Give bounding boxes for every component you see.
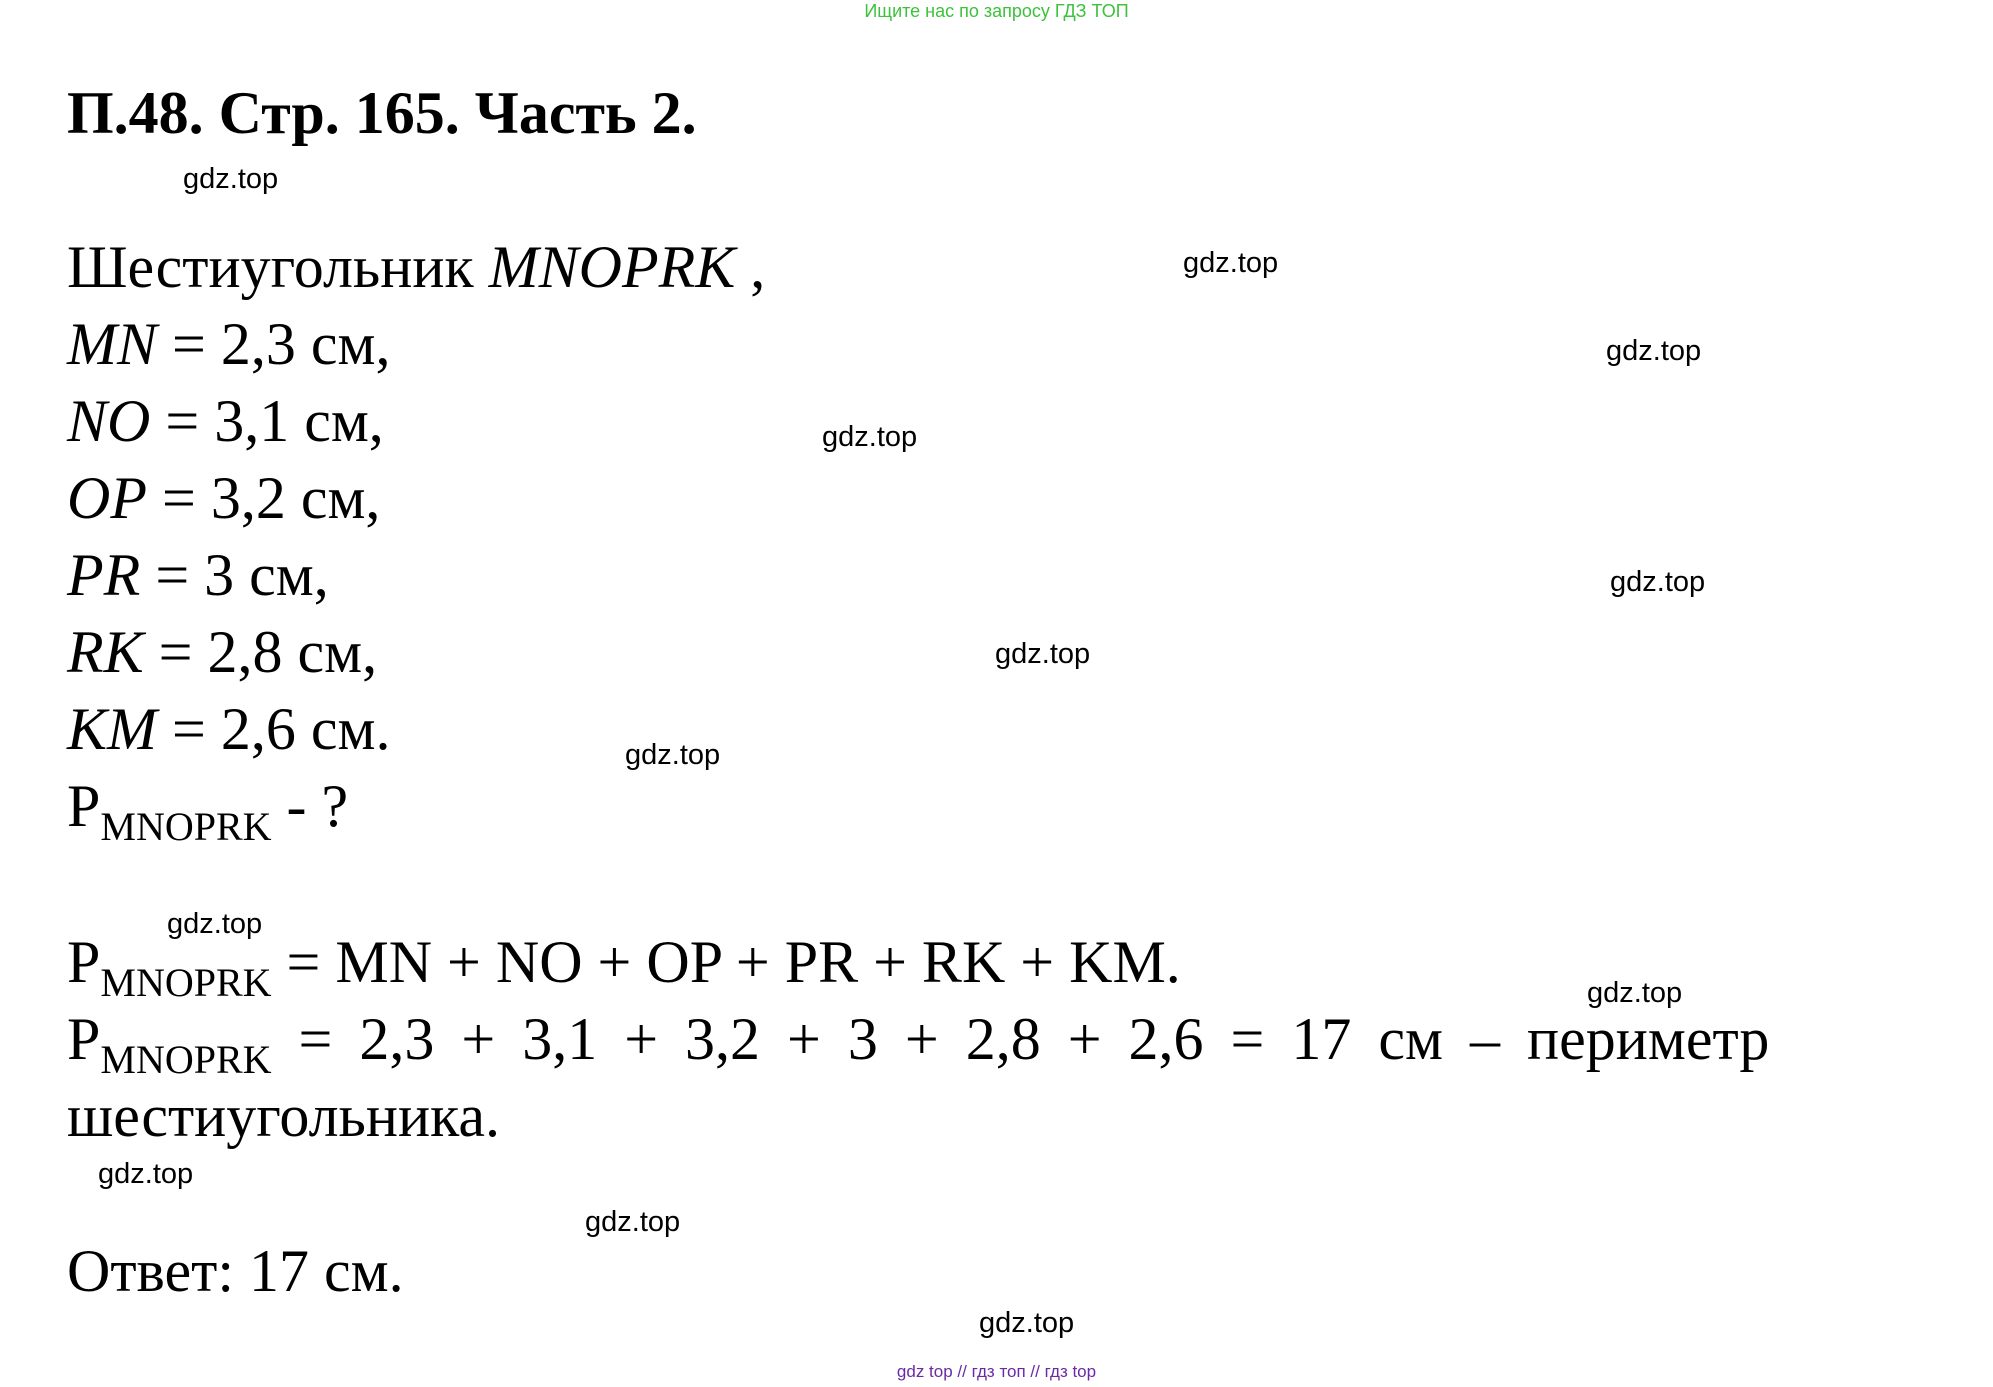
- side-name: OP: [67, 465, 147, 531]
- watermark: gdz.top: [822, 421, 918, 453]
- calculation-text: = 2,3 + 3,1 + 3,2 + 3 + 2,8 + 2,6 = 17 см – периметр: [271, 1006, 1770, 1072]
- perimeter-symbol: P: [67, 773, 101, 839]
- watermark: gdz.top: [979, 1307, 1075, 1339]
- given-intro: [67, 232, 765, 302]
- side-value: = 3,1 см,: [150, 388, 384, 454]
- perimeter-subscript: MNOPRK: [100, 1037, 272, 1082]
- side-value: = 2,6 см.: [157, 696, 391, 762]
- side-name: PR: [67, 542, 141, 608]
- side-no: [67, 386, 384, 456]
- side-name: KM: [67, 696, 157, 762]
- side-name: RK: [67, 619, 144, 685]
- side-name: NO: [67, 388, 151, 454]
- side-mn: [67, 309, 390, 379]
- watermark: gdz.top: [183, 163, 279, 195]
- side-name: MN: [67, 311, 157, 377]
- side-value: = 2,3 см,: [157, 311, 391, 377]
- question-line: [67, 771, 348, 862]
- watermark: gdz.top: [167, 908, 263, 940]
- perimeter-symbol: P: [67, 929, 101, 995]
- watermark: gdz.top: [585, 1206, 681, 1238]
- side-km: [67, 694, 390, 764]
- formula-text: = MN + NO + OP + PR + RK + KM.: [271, 929, 1181, 995]
- side-op: [67, 463, 380, 533]
- intro-prefix: Шестиугольник: [67, 234, 489, 300]
- watermark: gdz.top: [1606, 335, 1702, 367]
- answer-line: Ответ: 17 см.: [67, 1238, 404, 1304]
- perimeter-symbol: P: [67, 1006, 101, 1072]
- watermark: gdz.top: [1183, 247, 1279, 279]
- perimeter-subscript: MNOPRK: [100, 960, 272, 1005]
- page-title: П.48. Стр. 165. Часть 2.: [67, 80, 697, 146]
- side-value: = 2,8 см,: [143, 619, 378, 685]
- watermark: gdz.top: [625, 739, 721, 771]
- watermark: gdz.top: [1610, 566, 1706, 598]
- perimeter-subscript: MNOPRK: [100, 804, 272, 849]
- footer-links: gdz top // гдз топ // гдз top: [896, 1362, 1097, 1381]
- side-value: = 3,2 см,: [146, 465, 381, 531]
- intro-suffix: ,: [735, 234, 766, 300]
- top-banner: Ищите нас по запросу ГДЗ ТОП: [864, 1, 1129, 21]
- question-text: - ?: [271, 773, 349, 839]
- side-value: = 3 см,: [140, 542, 329, 608]
- calculation-continuation: шестиугольника.: [67, 1083, 501, 1149]
- watermark: gdz.top: [1587, 977, 1683, 1009]
- side-rk: [67, 617, 377, 687]
- hexagon-name: MNOPRK: [488, 234, 736, 300]
- side-pr: [67, 540, 329, 610]
- watermark: gdz.top: [995, 638, 1091, 670]
- watermark: gdz.top: [98, 1158, 194, 1190]
